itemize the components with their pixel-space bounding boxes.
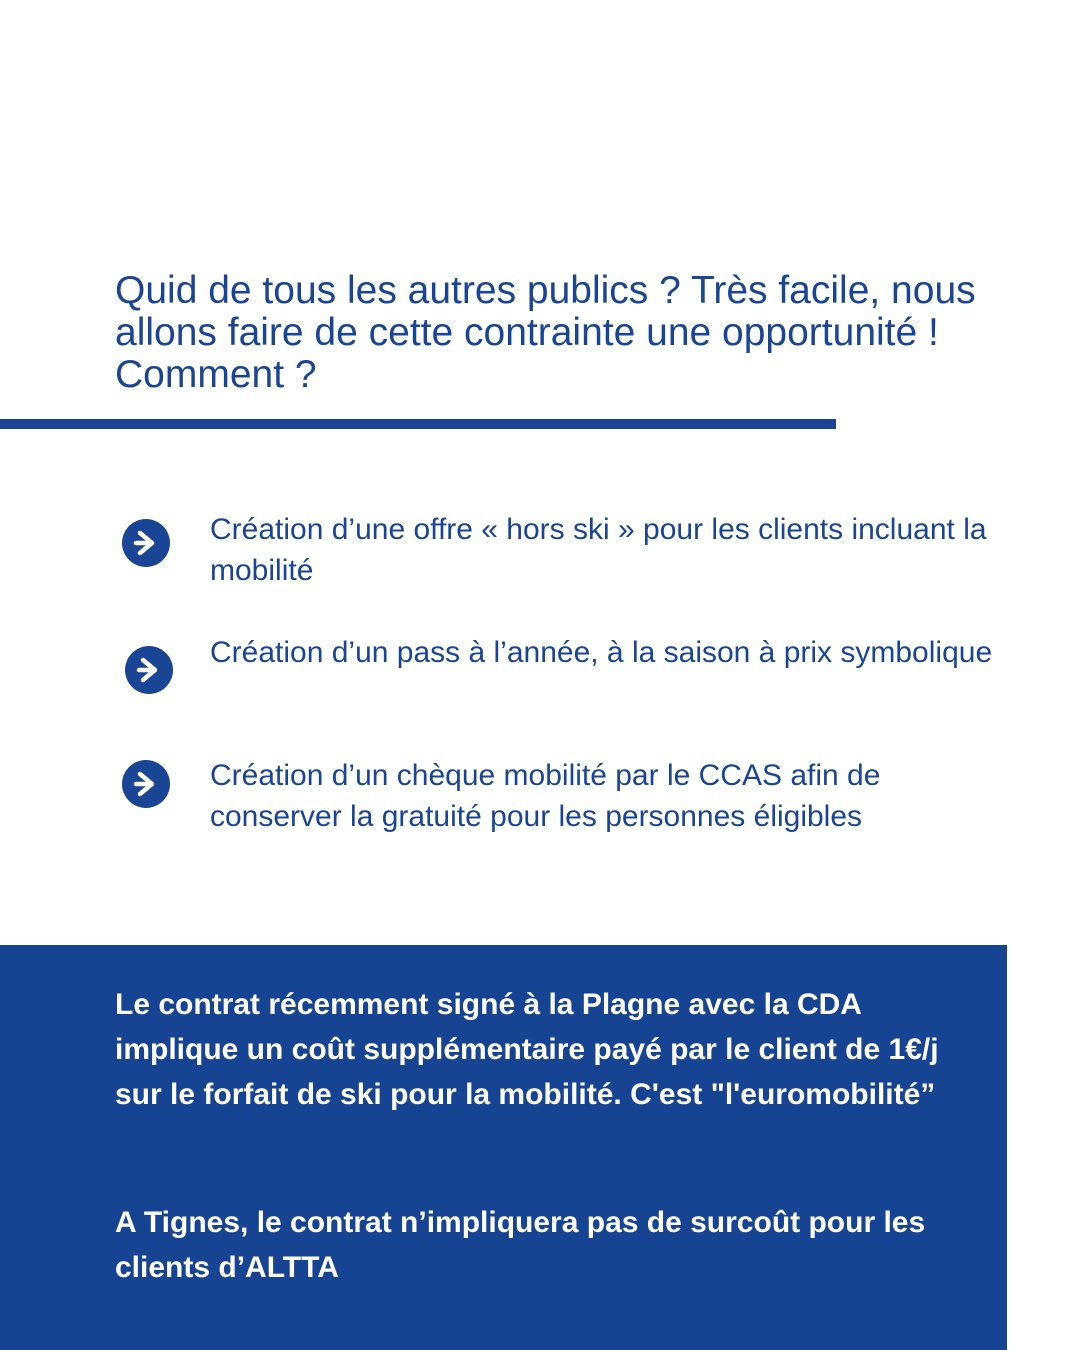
bullet-item: Création d’un pass à l’année, à la saison à prix symbolique: [210, 636, 993, 669]
bullet-item: Création d’un chèque mobilité par le CCAS afin de conserver la gratuité pour les personnes éligibles: [210, 759, 881, 833]
panel-paragraph-tignes: A Tignes, le contrat n’impliquera pas de surcoût pour les clients d’ALTTA: [115, 1206, 926, 1284]
panel-paragraph-plagne: Le contrat récemment signé à la Plagne avec la CDA implique un coût supplémentaire payé par le client de 1€/j sur le forfait de ski pour la mobilité. C'est "l'euromobilité”: [115, 988, 939, 1111]
headline-underline: [0, 419, 836, 429]
arrow-right-circle-icon: [125, 646, 173, 694]
arrow-right-circle-icon: [122, 760, 170, 808]
bullet-item: Création d’une offre « hors ski » pour les clients incluant la mobilité: [210, 513, 987, 587]
info-panel: [0, 945, 1007, 1350]
headline: Quid de tous les autres publics ? Très facile, nous allons faire de cette contrainte une opportunité ! Comment ?: [115, 269, 976, 396]
arrow-right-circle-icon: [122, 519, 170, 567]
